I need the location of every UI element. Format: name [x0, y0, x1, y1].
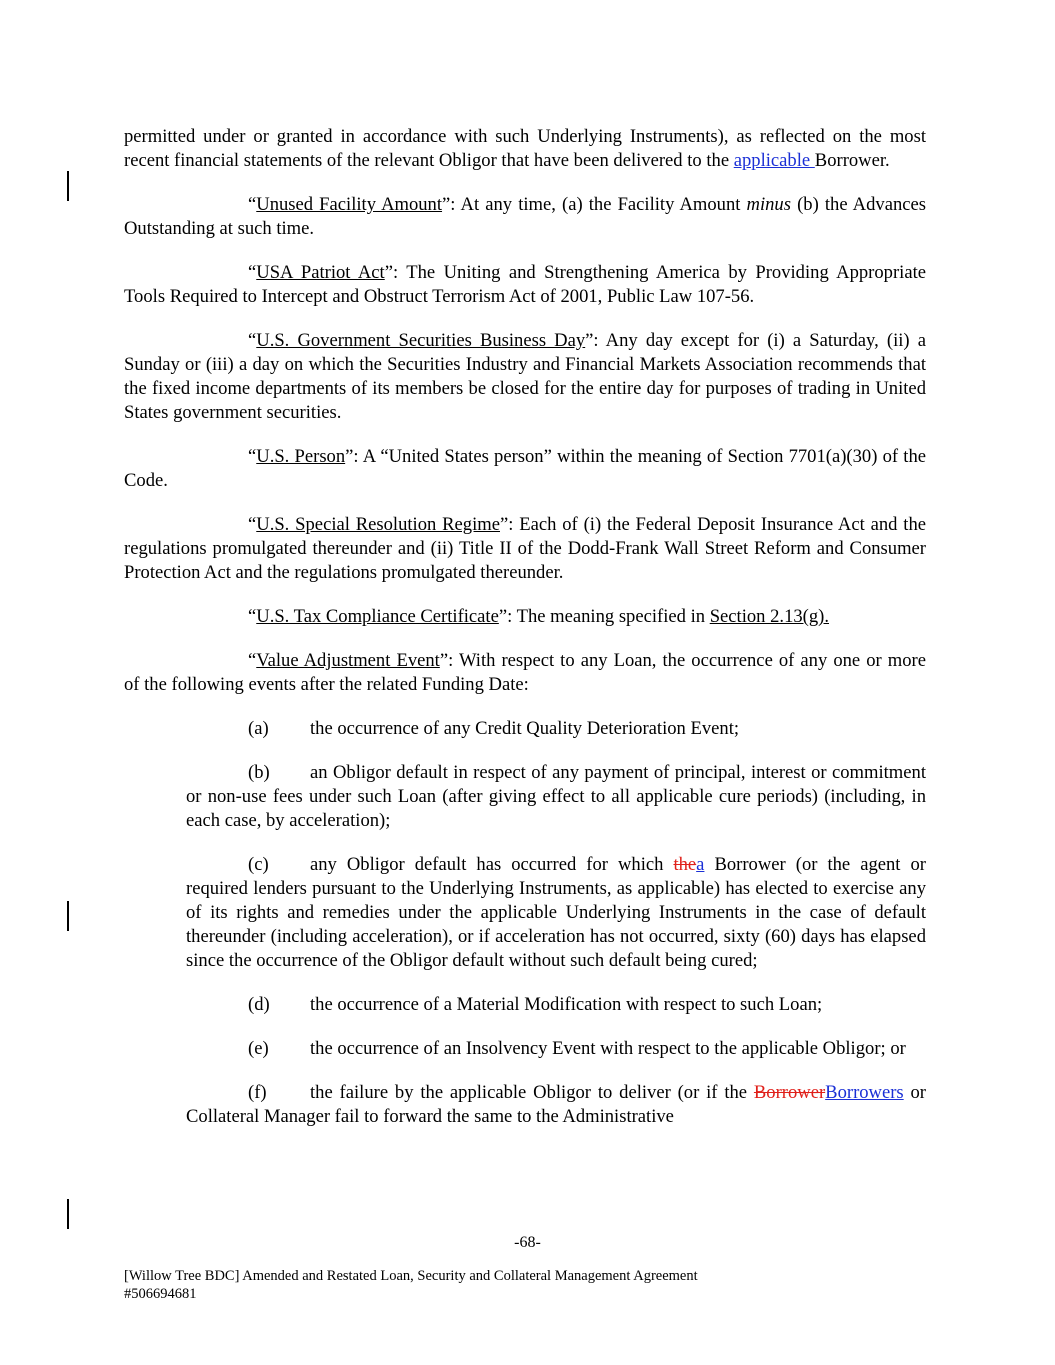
- document-body: [124, 125, 926, 1129]
- paragraph-continuation: permitted under or granted in accordance with such Underlying Instruments), as reflected on the most recent financial statements of the relevant Obligor that have been delivered to the applicable Borrower.: [124, 126, 926, 171]
- definition-value-adjustment-event: “Value Adjustment Event”: With respect to any Loan, the occurrence of any one or more of the following events after the related Funding Date:: [124, 650, 926, 695]
- inserted-text: Borrowers: [825, 1082, 904, 1103]
- defined-term: U.S. Person: [256, 446, 346, 467]
- inserted-text: applicable: [733, 150, 815, 171]
- list-item-b: (b) an Obligor default in respect of any payment of principal, interest or commitment or non-use fees under such Loan (after giving effect to all applicable cure periods) (including, in each case, by acceleration);: [186, 762, 926, 831]
- inserted-text: a: [696, 854, 705, 875]
- definition-us-government-securities-business-day: “U.S. Government Securities Business Day”: Any day except for (i) a Saturday, (ii) a Sunday or (iii) a day on which the Securities Industry and Financial Markets Association recommends that the fixed income departments of its members be closed for the entire day for purposes of trading in United States government securities.: [124, 330, 926, 423]
- page-number: -68-: [514, 1234, 541, 1251]
- definition-us-tax-compliance-certificate: “U.S. Tax Compliance Certificate”: The meaning specified in Section 2.13(g).: [248, 606, 829, 627]
- list-item-e: (e) the occurrence of an Insolvency Event with respect to the applicable Obligor; or: [248, 1038, 906, 1059]
- section-reference: Section 2.13(g).: [709, 606, 829, 627]
- definition-us-person: “U.S. Person”: A “United States person” within the meaning of Section 7701(a)(30) of the Code.: [124, 446, 926, 491]
- list-item-c: (c) any Obligor default has occurred for which thea Borrower (or the agent or required lenders pursuant to the Underlying Instruments, as applicable) has elected to exercise any of its rights and remedies under the applicable Underlying Instruments in the case of default thereunder (including acceleration), or if acceleration has not occurred, sixty (60) days has elapsed since the occurrence of the Obligor default without such default being cured;: [186, 854, 926, 971]
- page-footer: [124, 1267, 698, 1303]
- definition-unused-facility-amount: “Unused Facility Amount”: At any time, (a) the Facility Amount minus (b) the Advances Outstanding at such time.: [124, 194, 926, 239]
- footer-doc-id: #506694681: [124, 1286, 197, 1302]
- defined-term: U.S. Tax Compliance Certificate: [256, 606, 499, 627]
- defined-term: Unused Facility Amount: [256, 194, 443, 215]
- definition-usa-patriot-act: “USA Patriot Act”: The Uniting and Strengthening America by Providing Appropriate Tools Required to Intercept and Obstruct Terrorism Act of 2001, Public Law 107-56.: [124, 262, 926, 307]
- defined-term: U.S. Special Resolution Regime: [256, 514, 500, 535]
- deleted-text: Borrower: [753, 1082, 826, 1103]
- deleted-text: the: [673, 854, 697, 875]
- defined-term: USA Patriot Act: [256, 262, 385, 283]
- change-bar: [67, 171, 69, 201]
- change-bar: [67, 901, 69, 931]
- defined-term: Value Adjustment Event: [256, 650, 440, 671]
- list-item-d: (d) the occurrence of a Material Modification with respect to such Loan;: [248, 994, 823, 1015]
- defined-term: U.S. Government Securities Business Day: [256, 330, 586, 351]
- list-item-a: (a) the occurrence of any Credit Quality Deterioration Event;: [248, 718, 740, 739]
- footer-title: [Willow Tree BDC] Amended and Restated Loan, Security and Collateral Management Agreement: [124, 1268, 698, 1284]
- definition-us-special-resolution-regime: “U.S. Special Resolution Regime”: Each of (i) the Federal Deposit Insurance Act and the regulations promulgated thereunder and (ii) Title II of the Dodd-Frank Wall Street Reform and Consumer Protection Act and the regulations promulgated thereunder.: [124, 514, 926, 583]
- list-item-f: (f) the failure by the applicable Obligor to deliver (or if the BorrowerBorrowers or Collateral Manager fail to forward the same to the Administrative: [186, 1082, 927, 1127]
- change-bar: [67, 1199, 69, 1229]
